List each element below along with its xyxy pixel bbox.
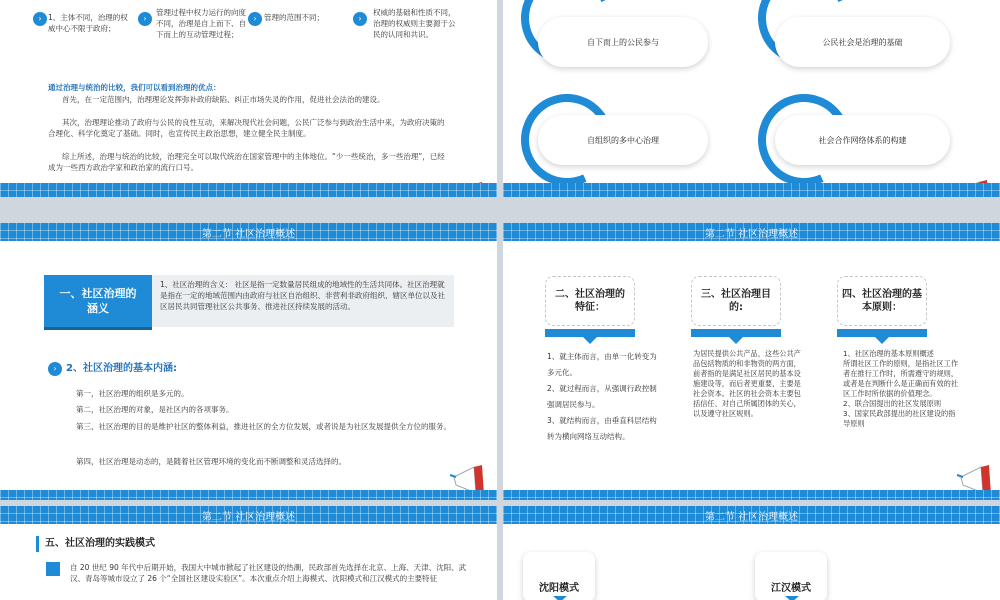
feature-column-text: 1、就主体而言，由单一化转变为多元化。 2、就过程而言，从强调行政控制强调居民参与。 3、就结构而言，由垂直科层结构转为横向网络互动结构。 (547, 352, 657, 441)
band-title: 第二节 社区治理概述 (201, 229, 296, 240)
mode-label: 江汉模式 (771, 583, 811, 594)
content-line-2: 第二，社区治理的对象，是社区内的各项事务。 (76, 405, 234, 414)
paragraph-second: 其次，治理理论推动了政府与公民的良性互动，来解决现代社会问题，公民广泛参与到政治生活中来，为政府决策的合理化、科学化奠定了基础。同时，也宣传民主政治思想，建立健全民主制度。 (48, 118, 445, 138)
bottom-band (503, 490, 1000, 500)
arrow-down-icon (785, 596, 799, 600)
slide-5[interactable] (0, 506, 497, 600)
purpose-box (691, 276, 781, 326)
content-line-4: 第四，社区治理是动态的，是随着社区管理环境的变化而不断调整和灵活选择的。 (76, 457, 346, 466)
arrow-down-icon (553, 596, 567, 600)
principle-box-title: 四、社区治理的基本原则： (842, 289, 922, 313)
band-title: 第二节 社区治理概述 (704, 229, 799, 240)
square-bullet (46, 562, 60, 576)
title-band (0, 223, 497, 241)
slide-4[interactable] (503, 223, 1000, 500)
mode-card-jianghan[interactable] (755, 552, 827, 600)
paragraph-summary: 综上所述，治理与统治的比较，治理完全可以取代统治在国家管理中的主体地位。“少一些统治，多一些治理”，已经成为一些西方政治学家和政治家的流行口号。 (48, 152, 445, 172)
content-line-3: 第三，社区治理的目的是维护社区的整体利益，推进社区的全方位发展，或者说是为社区发展提供全方位的服务。 (76, 422, 451, 431)
comparison-cell-1: 1、主体不同，治理的权威中心不限于政府； (48, 13, 128, 33)
feature-item-2: 公民社会是治理的基础 (775, 17, 950, 67)
feature-item-3: 自组织的多中心治理 (538, 115, 708, 165)
title-band (503, 223, 1000, 241)
bottom-band (503, 183, 1000, 197)
comparison-cell-4: 权威的基础和性质不同，治理的权威则主要源于公民的认同和共识。 (373, 8, 456, 39)
comparison-row (28, 8, 468, 68)
slide-3[interactable] (0, 223, 497, 500)
title-accent-bar (36, 536, 39, 552)
purpose-column-text: 为居民提供公共产品，这些公共产品包括物质的和非物资的两方面，前者指的是满足社区居民的基本设施建设等，而后者更重要，主要是社会资本。社区的社会资本主要包括信任、对自己所属团体的关心，以及遵守社区规则。 (693, 349, 801, 418)
chevron-right-icon: › (248, 12, 262, 26)
feature-box-title: 二、社区治理的特征： (555, 289, 625, 313)
principle-box (837, 276, 927, 326)
chevron-right-icon: › (33, 12, 47, 26)
chevron-right-icon: › (353, 12, 367, 26)
band-title: 第二节 社区治理概述 (201, 512, 296, 523)
mode-label: 沈阳模式 (539, 583, 579, 594)
definition-title: 一、社区治理的涵义 (59, 287, 137, 315)
principle-column-text: 1、社区治理的基本原则概述 所谓社区工作的原则，是指社区工作者在推行工作时，所需遵守的规则，或者是在判断什么是正确而有效的社区工作时所依据的价值理念。 2、联合国提出的社区发展原则 3、国家民政部提出的社区建设的指导原则 (843, 349, 959, 428)
feature-item-4: 社会合作网络体系的构建 (775, 115, 950, 165)
comparison-cell-2: 管理过程中权力运行的向度不同，治理是自上而下、自下而上的互动管理过程； (156, 8, 246, 39)
slide-1[interactable] (0, 0, 497, 197)
definition-text: 1、社区治理的含义： 社区是指一定数量居民组成的地域性的生活共同体。社区治理就是指在一定的地域范围内由政府与社区自治组织、非营利非政府组织、辖区单位以及社区居民共同管理社区公共事务、推进社区持续发展的活动。 (160, 280, 445, 311)
bottom-band (0, 490, 497, 500)
content-line-1: 第一，社区治理的组织是多元的。 (76, 389, 189, 398)
slide-6[interactable] (503, 506, 1000, 600)
arrow-down-icon (583, 337, 597, 344)
advantages-heading: 通过治理与统治的比较，我们可以看到治理的优点： (48, 83, 221, 92)
arrow-down-icon (729, 337, 743, 344)
comparison-cell-3: 管理的范围不同； (264, 13, 324, 22)
practice-mode-text: 自 20 世纪 90 年代中后期开始，我国大中城市掀起了社区建设的热潮，民政部首先选择在北京、上海、天津、沈阳、武汉、青岛等城市设立了 26 个“全国社区建设实验区”。本次重点介绍上海模式、沈阳模式和江汉模式的主要特征 (70, 563, 467, 583)
blue-bar (545, 329, 635, 337)
arrow-down-icon (875, 337, 889, 344)
mode-card-shenyang[interactable] (523, 552, 595, 600)
band-title: 第二节 社区治理概述 (704, 512, 799, 523)
definition-title-box (44, 275, 152, 327)
slide-2[interactable] (503, 0, 1000, 197)
title-band (503, 506, 1000, 524)
bottom-band (0, 183, 497, 197)
blue-bar (837, 329, 927, 337)
purpose-box-title: 三、社区治理目的: (701, 289, 771, 313)
practice-mode-title: 五、社区治理的实践模式 (45, 538, 155, 549)
feature-item-1: 自下而上的公民参与 (538, 17, 708, 67)
blue-bar (691, 329, 781, 337)
feature-box (545, 276, 635, 326)
basic-content-title: 2、社区治理的基本内涵: (66, 363, 177, 374)
title-band (0, 506, 497, 524)
chevron-right-icon: › (48, 362, 62, 376)
chevron-right-icon: › (138, 12, 152, 26)
paragraph-first: 首先，在一定范围内，治理理论发挥弥补政府缺陷、纠正市场失灵的作用，促进社会法治的建设。 (62, 95, 385, 104)
